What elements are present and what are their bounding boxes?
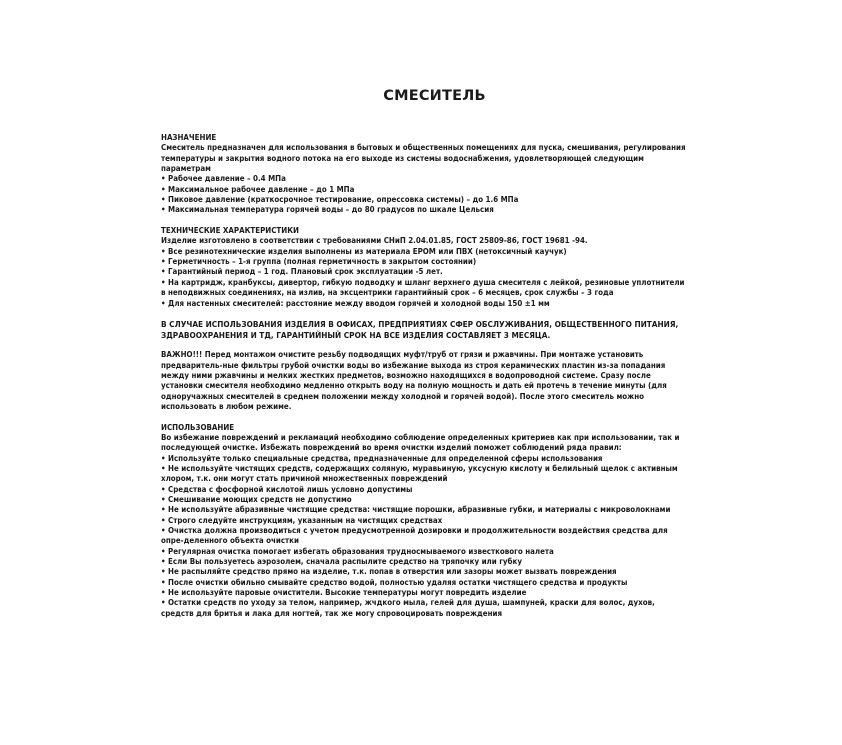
section-specs (161, 226, 686, 309)
list-item: • Остатки средств по уходу за телом, например, жчдкого мыла, гелей для душа, шампуней, краски для волос, духов, средств для бритья и лака для ногтей, так же могу спровоцировать повреждения (161, 598, 655, 618)
list-item: • Смешивание моющих средств не допустимо (161, 495, 352, 505)
list-item: • Строго следуйте инструкциям, указанным на чистящих средствах (161, 515, 443, 525)
list-item: • Рабочее давление – 0.4 МПа (161, 174, 286, 184)
important-paragraph: ВАЖНО!!! Перед монтажом очистите резьбу подводящих муфт/труб от грязи и ржавчины. При монтаже установить предваритель-ные фильтры грубой очистки воды во избежание выхода из строя керамических пластин из-за попадания между ними ржавчины и мелких жестких предметов, возможно находящихся в водопроводной системе. Сразу после установки смесителя необходимо медленно открыть воду на полную мощность и дать ей протечь в течение минуты (для одноручажных смесителей в среднем положении между холодной и горячей водой). После этого смеситель можно использовать в любом режиме. (161, 350, 667, 411)
list-item: • Не используйте абразивные чистящие средства: чистящие порошки, абразивные губки, и материалы с микроволокнами (161, 505, 671, 515)
list-item: • Максимальное рабочее давление – до 1 МПа (161, 184, 355, 194)
list-item: • Используйте только специальные средства, предназначенные для определенной сферы использования (161, 453, 603, 463)
list-item: • Гарантийный период – 1 год. Плановый срок эксплуатации -5 лет. (161, 267, 443, 277)
list-item: • Для настенных смесителей: расстояние между вводом горячей и холодной воды 150 ±1 мм (161, 298, 550, 308)
section-paragraph: Изделие изготовлено в соответствии с требованиями СНиП 2.04.01.85, ГОСТ 25809-86, ГОСТ 19681 -94. (161, 236, 588, 246)
warranty-notice: В СЛУЧАЕ ИСПОЛЬЗОВАНИЯ ИЗДЕЛИЯ В ОФИСАХ, ПРЕДПРИЯТИЯХ СФЕР ОБСЛУЖИВАНИЯ, ОБЩЕСТВЕННОГО ПИТАНИЯ, ЗДРАВООХРАНЕНИЯ И ТД, ГАРАНТИЙНЫЙ СРОК НА ВСЕ ИЗДЕЛИЯ СОСТАВЛЯЕТ 3 МЕСЯЦА. (161, 319, 679, 340)
list-item: • Максимальная температура горячей воды – до 80 градусов по шкале Цельсия (161, 205, 494, 215)
list-item: • Средства с фосфорной кислотой лишь условно допустимы (161, 484, 413, 494)
section-heading: НАЗНАЧЕНИЕ (161, 133, 217, 142)
document-title: СМЕСИТЕЛЬ (383, 88, 486, 104)
document-page (161, 88, 686, 630)
list-item: • На картридж, кранбуксы, дивертор, гибкую подводку и шланг верхнего душа смесителя с лейкой, резиновые уплотнители в неподвижных соединениях, на излив, на эксцентрики гарантийный срок – 6 месяцев, срок службы – 3 года (161, 277, 685, 298)
list-item: • Герметичность – 1-я группа (полная герметичность в закрытом состоянии) (161, 257, 477, 267)
section-purpose (161, 133, 686, 216)
list-item: • Не используйте паровые очистители. Высокие температуры могут повредить изделие (161, 588, 527, 598)
list-item: • Если Вы пользуетесь аэрозолем, сначала распылите средство на тряпочку или губку (161, 557, 522, 567)
section-paragraph: Смеситель предназначен для использования в бытовых и общественных помещениях для пуска, смешивания, регулирования температуры и закрытия водного потока на его выходе из системы водоснабжения, удовлетворяющей следующим параметрам (161, 143, 686, 174)
list-item: • Пиковое давление (краткосрочное тестирование, опрессовка системы) – до 1.6 МПа (161, 195, 519, 205)
list-item: • Не распыляйте средство прямо на изделие, т.к. попав в отверстия или зазоры может вызвать повреждения (161, 567, 617, 577)
section-heading: ИСПОЛЬЗОВАНИЕ (161, 422, 235, 432)
list-item: • Все резинотехнические изделия выполнены из материала EPOM или ПВХ (нетоксичный каучук) (161, 246, 567, 256)
section-notice (161, 319, 686, 340)
list-item: • Регулярная очистка помогает избегать образования трудносмываемого известкового налета (161, 546, 554, 556)
section-paragraph: Во избежание повреждений и рекламаций необходимо соблюдение определенных критериев как при использовании, так и последующей очистке. Избежать повреждений во время очистки изделий поможет соблюдений ряда правил: (161, 432, 680, 453)
list-item: • Не используйте чистящих средств, содержащих соляную, муравьиную, уксусную кислоту и белильный щелок с активным хлором, т.к. они могут стать причиной множественных повреждений (161, 464, 678, 484)
list-item: • После очистки обильно смывайте средство водой, полностью удаляя остатки чистящего средства и продукты (161, 577, 628, 587)
section-heading: ТЕХНИЧЕСКИЕ ХАРАКТЕРИСТИКИ (161, 226, 299, 236)
section-important (161, 350, 686, 412)
list-item: • Очистка должна производиться с учетом предусмотренной дозировки и продолжительности воздействия средства для опре-деленного объекта очистки (161, 526, 668, 546)
section-usage (161, 423, 686, 620)
